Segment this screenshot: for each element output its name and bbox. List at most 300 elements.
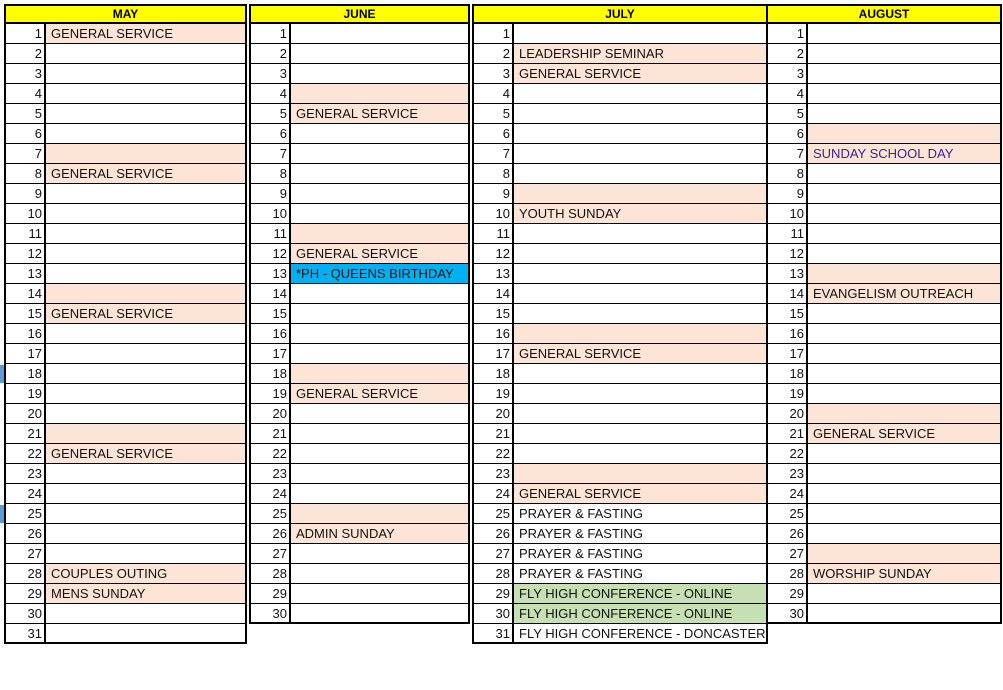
table-row bbox=[249, 584, 470, 604]
day-number-cell[interactable]: 23 bbox=[4, 464, 46, 484]
event-cell[interactable] bbox=[808, 464, 1002, 484]
event-cell[interactable] bbox=[46, 624, 247, 644]
event-cell[interactable] bbox=[808, 484, 1002, 504]
day-number-cell[interactable]: 29 bbox=[472, 584, 514, 604]
day-number-cell[interactable]: 9 bbox=[472, 184, 514, 204]
day-number-cell[interactable]: 14 bbox=[472, 284, 514, 304]
table-row bbox=[766, 564, 1002, 584]
event-cell[interactable] bbox=[514, 84, 768, 104]
day-number-cell[interactable]: 31 bbox=[4, 624, 46, 644]
event-cell[interactable] bbox=[291, 504, 470, 524]
table-row bbox=[472, 284, 768, 304]
table-row bbox=[249, 444, 470, 464]
event-cell[interactable] bbox=[514, 284, 768, 304]
day-number-cell[interactable]: 30 bbox=[472, 604, 514, 624]
day-number-cell[interactable]: 19 bbox=[249, 384, 291, 404]
event-cell[interactable] bbox=[514, 104, 768, 124]
event-cell[interactable] bbox=[291, 464, 470, 484]
day-number-cell[interactable]: 14 bbox=[249, 284, 291, 304]
event-cell[interactable]: GENERAL SERVICE bbox=[291, 384, 470, 404]
day-number-cell[interactable]: 28 bbox=[472, 564, 514, 584]
event-cell[interactable] bbox=[808, 204, 1002, 224]
day-number-cell[interactable]: 22 bbox=[472, 444, 514, 464]
day-number-cell[interactable]: 21 bbox=[4, 424, 46, 444]
day-number-cell[interactable]: 19 bbox=[766, 384, 808, 404]
event-cell[interactable] bbox=[514, 324, 768, 344]
table-row bbox=[472, 444, 768, 464]
event-cell[interactable] bbox=[46, 144, 247, 164]
day-number-cell[interactable]: 15 bbox=[249, 304, 291, 324]
event-cell[interactable] bbox=[46, 504, 247, 524]
day-number-cell[interactable]: 15 bbox=[4, 304, 46, 324]
day-number-cell[interactable]: 9 bbox=[4, 184, 46, 204]
day-number-cell[interactable]: 24 bbox=[4, 484, 46, 504]
day-number-cell[interactable]: 4 bbox=[249, 84, 291, 104]
event-cell[interactable]: FLY HIGH CONFERENCE - DONCASTER bbox=[514, 624, 768, 644]
day-number-cell[interactable]: 6 bbox=[472, 124, 514, 144]
table-row bbox=[249, 184, 470, 204]
event-cell[interactable] bbox=[46, 224, 247, 244]
day-number-cell[interactable]: 3 bbox=[766, 64, 808, 84]
event-cell[interactable] bbox=[291, 64, 470, 84]
event-cell[interactable]: FLY HIGH CONFERENCE - ONLINE bbox=[514, 604, 768, 624]
day-number-cell[interactable]: 7 bbox=[472, 144, 514, 164]
table-row bbox=[4, 284, 247, 304]
table-row bbox=[472, 604, 768, 624]
day-number-cell[interactable]: 10 bbox=[472, 204, 514, 224]
day-number-cell[interactable]: 24 bbox=[249, 484, 291, 504]
day-number-cell[interactable]: 18 bbox=[249, 364, 291, 384]
day-number-cell[interactable]: 27 bbox=[472, 544, 514, 564]
event-cell[interactable] bbox=[46, 284, 247, 304]
day-number-cell[interactable]: 24 bbox=[766, 484, 808, 504]
event-cell[interactable] bbox=[808, 324, 1002, 344]
event-cell[interactable] bbox=[808, 124, 1002, 144]
event-cell[interactable] bbox=[291, 304, 470, 324]
event-cell[interactable] bbox=[291, 484, 470, 504]
event-cell[interactable] bbox=[291, 324, 470, 344]
day-number-cell[interactable]: 30 bbox=[766, 604, 808, 624]
day-number-cell[interactable]: 13 bbox=[4, 264, 46, 284]
table-row bbox=[766, 364, 1002, 384]
day-number-cell[interactable]: 21 bbox=[766, 424, 808, 444]
table-row bbox=[249, 484, 470, 504]
day-number-cell[interactable]: 2 bbox=[472, 44, 514, 64]
day-number-cell[interactable]: 26 bbox=[766, 524, 808, 544]
table-row bbox=[4, 544, 247, 564]
event-cell[interactable]: GENERAL SERVICE bbox=[46, 304, 247, 324]
event-cell[interactable] bbox=[46, 384, 247, 404]
month-header-may[interactable]: MAY bbox=[4, 4, 247, 24]
event-cell[interactable] bbox=[514, 464, 768, 484]
event-cell[interactable] bbox=[46, 544, 247, 564]
day-number-cell[interactable]: 25 bbox=[249, 504, 291, 524]
day-number-cell[interactable]: 24 bbox=[472, 484, 514, 504]
event-cell[interactable] bbox=[808, 64, 1002, 84]
table-row bbox=[4, 304, 247, 324]
day-number-cell[interactable]: 29 bbox=[4, 584, 46, 604]
day-number-cell[interactable]: 10 bbox=[249, 204, 291, 224]
day-number-cell[interactable]: 28 bbox=[766, 564, 808, 584]
event-cell[interactable]: GENERAL SERVICE bbox=[514, 484, 768, 504]
event-cell[interactable] bbox=[46, 404, 247, 424]
table-row bbox=[249, 84, 470, 104]
day-number-cell[interactable]: 3 bbox=[4, 64, 46, 84]
day-number-cell[interactable]: 29 bbox=[766, 584, 808, 604]
day-number-cell[interactable]: 5 bbox=[249, 104, 291, 124]
event-cell[interactable]: LEADERSHIP SEMINAR bbox=[514, 44, 768, 64]
table-row bbox=[249, 524, 470, 544]
table-row bbox=[472, 304, 768, 324]
day-number-cell[interactable]: 16 bbox=[249, 324, 291, 344]
table-row bbox=[249, 544, 470, 564]
table-row bbox=[249, 24, 470, 44]
event-cell[interactable] bbox=[808, 504, 1002, 524]
event-cell[interactable] bbox=[291, 164, 470, 184]
day-number-cell[interactable]: 6 bbox=[4, 124, 46, 144]
event-cell[interactable] bbox=[514, 164, 768, 184]
event-cell[interactable] bbox=[291, 124, 470, 144]
day-number-cell[interactable]: 26 bbox=[249, 524, 291, 544]
day-number-cell[interactable]: 21 bbox=[249, 424, 291, 444]
day-number-cell[interactable]: 20 bbox=[249, 404, 291, 424]
day-number-cell[interactable]: 11 bbox=[249, 224, 291, 244]
event-cell[interactable] bbox=[46, 204, 247, 224]
table-row bbox=[766, 184, 1002, 204]
day-number-cell[interactable]: 5 bbox=[472, 104, 514, 124]
month-header-june[interactable]: JUNE bbox=[249, 4, 470, 24]
table-row bbox=[472, 44, 768, 64]
event-cell[interactable]: GENERAL SERVICE bbox=[514, 64, 768, 84]
day-number-cell[interactable]: 10 bbox=[766, 204, 808, 224]
event-cell[interactable] bbox=[808, 264, 1002, 284]
table-row bbox=[472, 544, 768, 564]
day-number-cell[interactable]: 23 bbox=[472, 464, 514, 484]
event-cell[interactable] bbox=[291, 364, 470, 384]
event-cell[interactable]: ADMIN SUNDAY bbox=[291, 524, 470, 544]
day-number-cell[interactable]: 8 bbox=[766, 164, 808, 184]
day-number-cell[interactable]: 8 bbox=[4, 164, 46, 184]
event-cell[interactable] bbox=[514, 224, 768, 244]
day-number-cell[interactable]: 7 bbox=[249, 144, 291, 164]
day-number-cell[interactable]: 25 bbox=[4, 504, 46, 524]
event-cell[interactable] bbox=[808, 384, 1002, 404]
day-number-cell[interactable]: 17 bbox=[472, 344, 514, 364]
event-cell[interactable] bbox=[808, 104, 1002, 124]
day-number-cell[interactable]: 11 bbox=[766, 224, 808, 244]
row-selection-marker bbox=[0, 505, 4, 523]
event-cell[interactable] bbox=[291, 584, 470, 604]
day-number-cell[interactable]: 14 bbox=[4, 284, 46, 304]
table-row bbox=[472, 404, 768, 424]
event-cell[interactable] bbox=[514, 404, 768, 424]
event-cell[interactable]: EVANGELISM OUTREACH bbox=[808, 284, 1002, 304]
day-number-cell[interactable]: 27 bbox=[766, 544, 808, 564]
event-cell[interactable] bbox=[808, 184, 1002, 204]
table-row bbox=[4, 104, 247, 124]
day-number-cell[interactable]: 25 bbox=[472, 504, 514, 524]
event-cell[interactable] bbox=[46, 44, 247, 64]
day-number-cell[interactable]: 16 bbox=[4, 324, 46, 344]
table-row bbox=[249, 224, 470, 244]
event-cell[interactable] bbox=[808, 224, 1002, 244]
table-row bbox=[472, 184, 768, 204]
day-number-cell[interactable]: 11 bbox=[472, 224, 514, 244]
day-number-cell[interactable]: 13 bbox=[472, 264, 514, 284]
event-cell[interactable] bbox=[514, 364, 768, 384]
day-number-cell[interactable]: 15 bbox=[766, 304, 808, 324]
table-row bbox=[249, 164, 470, 184]
day-number-cell[interactable]: 12 bbox=[472, 244, 514, 264]
day-number-cell[interactable]: 6 bbox=[249, 124, 291, 144]
event-cell[interactable] bbox=[808, 344, 1002, 364]
event-cell[interactable] bbox=[46, 364, 247, 384]
event-cell[interactable] bbox=[808, 84, 1002, 104]
table-row bbox=[766, 544, 1002, 564]
day-number-cell[interactable]: 5 bbox=[766, 104, 808, 124]
event-cell[interactable] bbox=[514, 264, 768, 284]
table-row bbox=[249, 344, 470, 364]
month-header-july[interactable]: JULY bbox=[472, 4, 768, 24]
event-cell[interactable]: PRAYER & FASTING bbox=[514, 544, 768, 564]
event-cell[interactable] bbox=[46, 424, 247, 444]
event-cell[interactable] bbox=[291, 184, 470, 204]
event-cell[interactable] bbox=[291, 224, 470, 244]
event-cell[interactable] bbox=[46, 124, 247, 144]
event-cell[interactable] bbox=[291, 204, 470, 224]
day-number-cell[interactable]: 27 bbox=[249, 544, 291, 564]
day-number-cell[interactable]: 3 bbox=[472, 64, 514, 84]
event-cell[interactable]: MENS SUNDAY bbox=[46, 584, 247, 604]
day-number-cell[interactable]: 1 bbox=[249, 24, 291, 44]
day-number-cell[interactable]: 4 bbox=[472, 84, 514, 104]
event-cell[interactable] bbox=[291, 84, 470, 104]
event-cell[interactable]: PRAYER & FASTING bbox=[514, 524, 768, 544]
event-cell[interactable] bbox=[808, 584, 1002, 604]
event-cell[interactable] bbox=[808, 304, 1002, 324]
table-row bbox=[766, 204, 1002, 224]
day-number-cell[interactable]: 22 bbox=[4, 444, 46, 464]
event-cell[interactable] bbox=[291, 444, 470, 464]
day-number-cell[interactable]: 28 bbox=[4, 564, 46, 584]
table-row bbox=[472, 504, 768, 524]
day-number-cell[interactable]: 21 bbox=[472, 424, 514, 444]
day-number-cell[interactable]: 27 bbox=[4, 544, 46, 564]
event-cell[interactable] bbox=[46, 244, 247, 264]
day-number-cell[interactable]: 8 bbox=[249, 164, 291, 184]
day-number-cell[interactable]: 25 bbox=[766, 504, 808, 524]
table-row bbox=[4, 44, 247, 64]
event-cell[interactable] bbox=[808, 444, 1002, 464]
table-row bbox=[4, 584, 247, 604]
day-number-cell[interactable]: 7 bbox=[4, 144, 46, 164]
day-number-cell[interactable]: 17 bbox=[4, 344, 46, 364]
event-cell[interactable] bbox=[808, 244, 1002, 264]
day-number-cell[interactable]: 29 bbox=[249, 584, 291, 604]
event-cell[interactable]: PRAYER & FASTING bbox=[514, 504, 768, 524]
table-row bbox=[4, 624, 247, 644]
event-cell[interactable]: SUNDAY SCHOOL DAY bbox=[808, 144, 1002, 164]
day-number-cell[interactable]: 13 bbox=[766, 264, 808, 284]
day-number-cell[interactable]: 8 bbox=[472, 164, 514, 184]
event-cell[interactable] bbox=[514, 184, 768, 204]
event-cell[interactable]: GENERAL SERVICE bbox=[514, 344, 768, 364]
table-row bbox=[766, 304, 1002, 324]
event-cell[interactable] bbox=[46, 484, 247, 504]
table-row bbox=[249, 304, 470, 324]
event-cell[interactable] bbox=[291, 604, 470, 624]
day-number-cell[interactable]: 5 bbox=[4, 104, 46, 124]
day-number-cell[interactable]: 2 bbox=[249, 44, 291, 64]
event-cell[interactable] bbox=[291, 544, 470, 564]
day-number-cell[interactable]: 18 bbox=[766, 364, 808, 384]
day-number-cell[interactable]: 10 bbox=[4, 204, 46, 224]
day-number-cell[interactable]: 31 bbox=[472, 624, 514, 644]
day-number-cell[interactable]: 20 bbox=[472, 404, 514, 424]
event-cell[interactable] bbox=[808, 364, 1002, 384]
month-column-august bbox=[766, 4, 1002, 624]
table-row bbox=[249, 124, 470, 144]
day-number-cell[interactable]: 17 bbox=[249, 344, 291, 364]
day-number-cell[interactable]: 23 bbox=[766, 464, 808, 484]
month-column-june bbox=[249, 4, 470, 624]
table-row bbox=[472, 564, 768, 584]
table-row bbox=[766, 404, 1002, 424]
day-number-cell[interactable]: 2 bbox=[766, 44, 808, 64]
event-cell[interactable] bbox=[291, 344, 470, 364]
event-cell[interactable] bbox=[46, 524, 247, 544]
event-cell[interactable] bbox=[514, 444, 768, 464]
day-number-cell[interactable]: 4 bbox=[766, 84, 808, 104]
day-number-cell[interactable]: 1 bbox=[766, 24, 808, 44]
table-row bbox=[4, 264, 247, 284]
event-cell[interactable] bbox=[46, 464, 247, 484]
event-cell[interactable] bbox=[514, 24, 768, 44]
day-number-cell[interactable]: 7 bbox=[766, 144, 808, 164]
month-rows-june bbox=[249, 24, 470, 624]
day-number-cell[interactable]: 9 bbox=[766, 184, 808, 204]
day-number-cell[interactable]: 1 bbox=[472, 24, 514, 44]
table-row bbox=[249, 564, 470, 584]
day-number-cell[interactable]: 22 bbox=[766, 444, 808, 464]
event-cell[interactable] bbox=[808, 544, 1002, 564]
table-row bbox=[472, 364, 768, 384]
event-cell[interactable] bbox=[291, 404, 470, 424]
event-cell[interactable] bbox=[291, 284, 470, 304]
event-cell[interactable] bbox=[514, 384, 768, 404]
day-number-cell[interactable]: 12 bbox=[4, 244, 46, 264]
day-number-cell[interactable]: 1 bbox=[4, 24, 46, 44]
day-number-cell[interactable]: 2 bbox=[4, 44, 46, 64]
table-row bbox=[472, 624, 768, 644]
table-row bbox=[249, 364, 470, 384]
event-cell[interactable] bbox=[514, 304, 768, 324]
event-cell[interactable] bbox=[46, 324, 247, 344]
event-cell[interactable] bbox=[46, 344, 247, 364]
table-row bbox=[4, 324, 247, 344]
table-row bbox=[766, 384, 1002, 404]
event-cell[interactable] bbox=[46, 184, 247, 204]
event-cell[interactable]: GENERAL SERVICE bbox=[291, 104, 470, 124]
day-number-cell[interactable]: 11 bbox=[4, 224, 46, 244]
table-row bbox=[249, 404, 470, 424]
event-cell[interactable]: WORSHIP SUNDAY bbox=[808, 564, 1002, 584]
day-number-cell[interactable]: 19 bbox=[4, 384, 46, 404]
day-number-cell[interactable]: 26 bbox=[4, 524, 46, 544]
table-row bbox=[766, 284, 1002, 304]
day-number-cell[interactable]: 13 bbox=[249, 264, 291, 284]
event-cell[interactable]: GENERAL SERVICE bbox=[46, 24, 247, 44]
day-number-cell[interactable]: 12 bbox=[249, 244, 291, 264]
event-cell[interactable]: GENERAL SERVICE bbox=[46, 444, 247, 464]
day-number-cell[interactable]: 18 bbox=[4, 364, 46, 384]
event-cell[interactable] bbox=[514, 244, 768, 264]
event-cell[interactable] bbox=[46, 104, 247, 124]
day-number-cell[interactable]: 17 bbox=[766, 344, 808, 364]
day-number-cell[interactable]: 14 bbox=[766, 284, 808, 304]
event-cell[interactable] bbox=[808, 604, 1002, 624]
day-number-cell[interactable]: 23 bbox=[249, 464, 291, 484]
event-cell[interactable] bbox=[808, 164, 1002, 184]
event-cell[interactable]: YOUTH SUNDAY bbox=[514, 204, 768, 224]
event-cell[interactable]: GENERAL SERVICE bbox=[808, 424, 1002, 444]
event-cell[interactable] bbox=[291, 144, 470, 164]
day-number-cell[interactable]: 9 bbox=[249, 184, 291, 204]
day-number-cell[interactable]: 16 bbox=[472, 324, 514, 344]
day-number-cell[interactable]: 12 bbox=[766, 244, 808, 264]
day-number-cell[interactable]: 22 bbox=[249, 444, 291, 464]
day-number-cell[interactable]: 3 bbox=[249, 64, 291, 84]
event-cell[interactable]: GENERAL SERVICE bbox=[291, 244, 470, 264]
event-cell[interactable] bbox=[514, 124, 768, 144]
day-number-cell[interactable]: 16 bbox=[766, 324, 808, 344]
event-cell[interactable] bbox=[46, 264, 247, 284]
event-cell[interactable]: COUPLES OUTING bbox=[46, 564, 247, 584]
event-cell[interactable] bbox=[808, 44, 1002, 64]
event-cell[interactable] bbox=[808, 404, 1002, 424]
event-cell[interactable] bbox=[291, 564, 470, 584]
day-number-cell[interactable]: 6 bbox=[766, 124, 808, 144]
event-cell[interactable] bbox=[46, 64, 247, 84]
day-number-cell[interactable]: 28 bbox=[249, 564, 291, 584]
table-row bbox=[4, 484, 247, 504]
event-cell[interactable] bbox=[291, 24, 470, 44]
month-header-august[interactable]: AUGUST bbox=[766, 4, 1002, 24]
event-cell[interactable] bbox=[808, 24, 1002, 44]
event-cell[interactable] bbox=[514, 144, 768, 164]
event-cell[interactable]: PRAYER & FASTING bbox=[514, 564, 768, 584]
day-number-cell[interactable]: 26 bbox=[472, 524, 514, 544]
event-cell[interactable]: FLY HIGH CONFERENCE - ONLINE bbox=[514, 584, 768, 604]
day-number-cell[interactable]: 19 bbox=[472, 384, 514, 404]
event-cell[interactable]: GENERAL SERVICE bbox=[46, 164, 247, 184]
day-number-cell[interactable]: 18 bbox=[472, 364, 514, 384]
event-cell[interactable] bbox=[514, 424, 768, 444]
day-number-cell[interactable]: 30 bbox=[4, 604, 46, 624]
day-number-cell[interactable]: 30 bbox=[249, 604, 291, 624]
event-cell[interactable] bbox=[808, 524, 1002, 544]
table-row bbox=[766, 124, 1002, 144]
day-number-cell[interactable]: 4 bbox=[4, 84, 46, 104]
day-number-cell[interactable]: 15 bbox=[472, 304, 514, 324]
event-cell[interactable]: *PH - QUEENS BIRTHDAY bbox=[291, 264, 470, 284]
event-cell[interactable] bbox=[46, 84, 247, 104]
event-cell[interactable] bbox=[291, 424, 470, 444]
event-cell[interactable] bbox=[46, 604, 247, 624]
day-number-cell[interactable]: 20 bbox=[4, 404, 46, 424]
event-cell[interactable] bbox=[291, 44, 470, 64]
day-number-cell[interactable]: 20 bbox=[766, 404, 808, 424]
